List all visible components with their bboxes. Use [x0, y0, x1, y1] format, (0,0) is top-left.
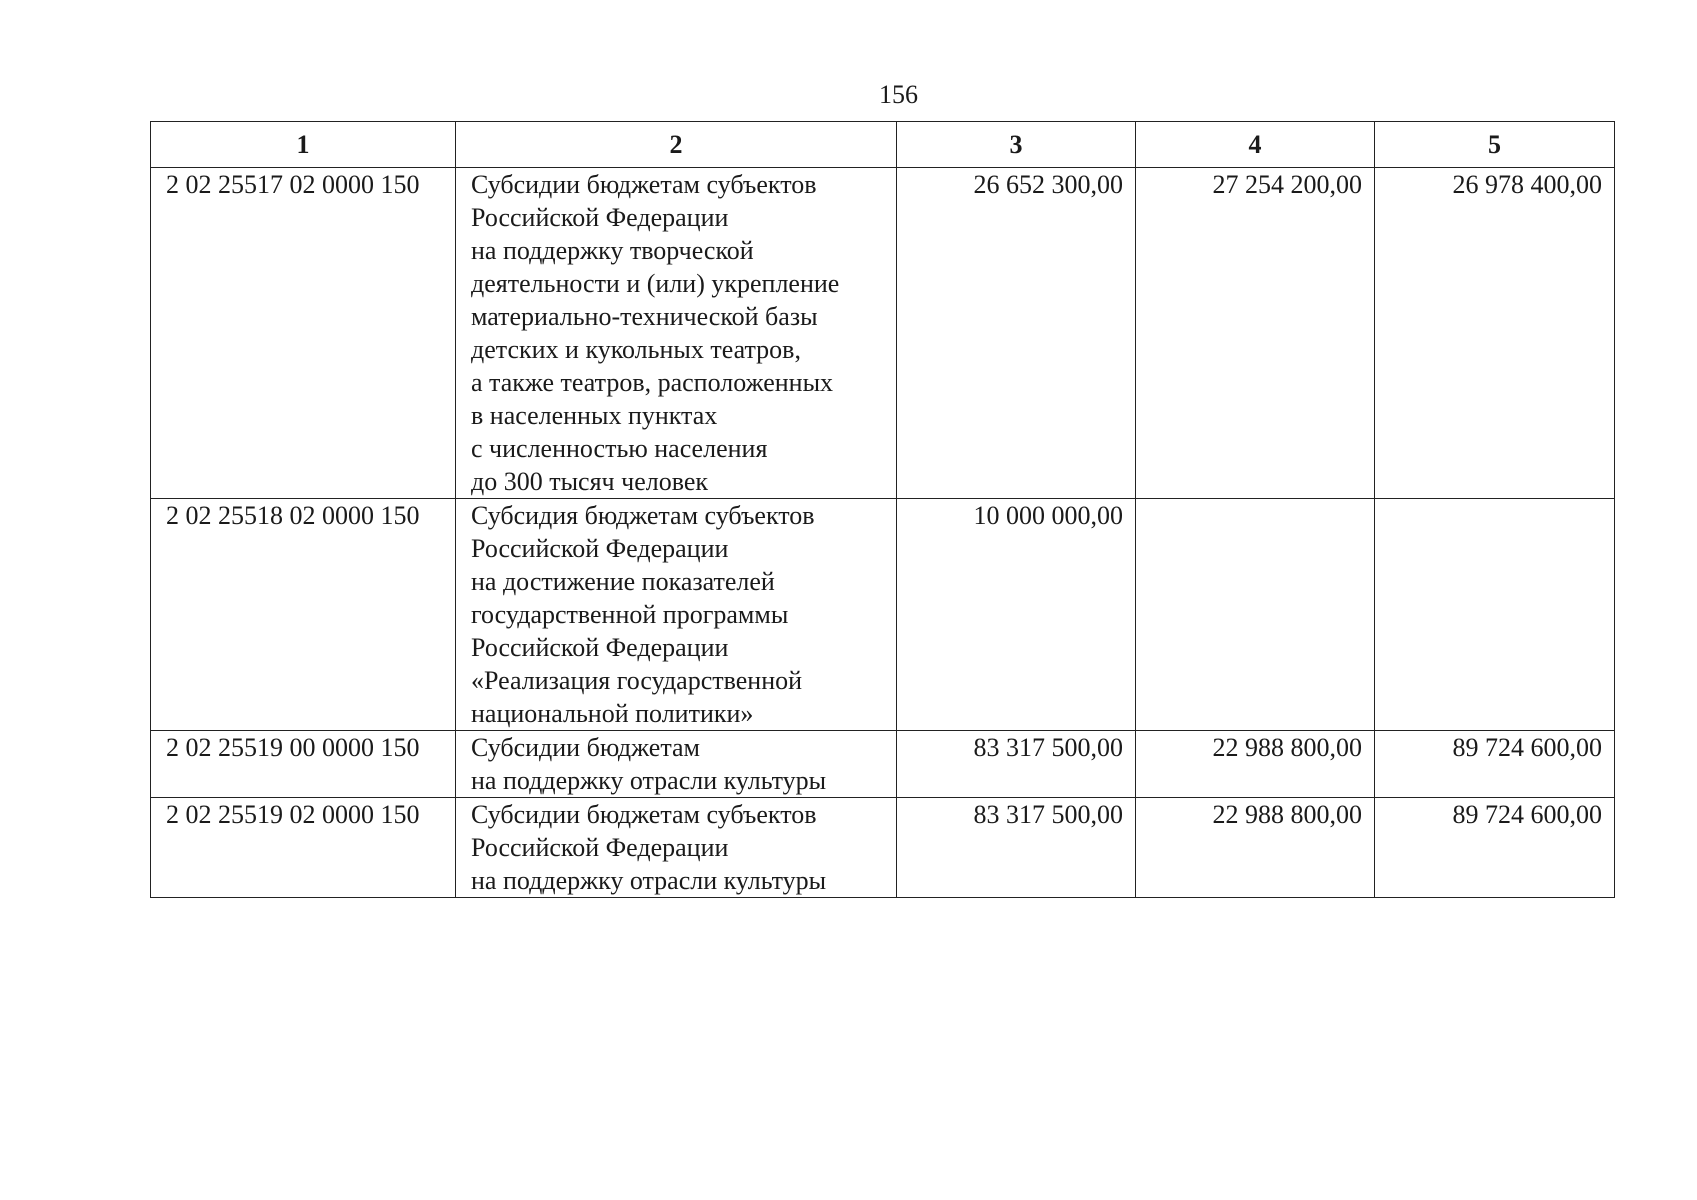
amount-col3-cell: 83 317 500,00	[897, 731, 1136, 798]
amount-col4-cell: 22 988 800,00	[1136, 798, 1375, 898]
amount-col5-cell: 89 724 600,00	[1375, 731, 1615, 798]
description-line: Субсидия бюджетам субъектов	[471, 501, 815, 530]
amount-col5-cell	[1375, 499, 1615, 731]
amount-col3-cell: 10 000 000,00	[897, 499, 1136, 731]
description-line: материально-технической базы	[471, 302, 818, 331]
code-cell: 2 02 25519 02 0000 150	[151, 798, 456, 898]
description-line: Субсидии бюджетам субъектов	[471, 170, 817, 199]
column-header-4: 4	[1136, 122, 1375, 168]
amount-col3-cell: 83 317 500,00	[897, 798, 1136, 898]
description-line: с численностью населения	[471, 434, 768, 463]
table-row	[151, 731, 1615, 798]
table-row	[151, 168, 1615, 499]
column-header-2: 2	[456, 122, 897, 168]
page-number: 156	[879, 80, 918, 109]
budget-table	[150, 121, 1615, 898]
description-line: Субсидии бюджетам субъектов	[471, 800, 817, 829]
description-line: Субсидии бюджетам	[471, 733, 700, 762]
code-cell: 2 02 25517 02 0000 150	[151, 168, 456, 499]
description-cell	[456, 168, 897, 499]
code-cell: 2 02 25519 00 0000 150	[151, 731, 456, 798]
code-cell: 2 02 25518 02 0000 150	[151, 499, 456, 731]
column-header-3: 3	[897, 122, 1136, 168]
description-line: Российской Федерации	[471, 203, 729, 232]
table-row	[151, 499, 1615, 731]
amount-col5-cell: 26 978 400,00	[1375, 168, 1615, 499]
column-header-1: 1	[151, 122, 456, 168]
description-cell	[456, 731, 897, 798]
table-header-row	[151, 122, 1615, 168]
amount-col3-cell: 26 652 300,00	[897, 168, 1136, 499]
description-line: Российской Федерации	[471, 633, 729, 662]
description-line: до 300 тысяч человек	[471, 467, 709, 496]
description-line: деятельности и (или) укрепление	[471, 269, 840, 298]
description-line: Российской Федерации	[471, 534, 729, 563]
description-line: на поддержку отрасли культуры	[471, 866, 827, 895]
description-line: а также театров, расположенных	[471, 368, 834, 397]
amount-col4-cell: 27 254 200,00	[1136, 168, 1375, 499]
column-header-5: 5	[1375, 122, 1615, 168]
amount-col5-cell: 89 724 600,00	[1375, 798, 1615, 898]
description-line: национальной политики»	[471, 699, 754, 728]
description-line: на поддержку творческой	[471, 236, 754, 265]
description-line: детских и кукольных театров,	[471, 335, 801, 364]
description-line: Российской Федерации	[471, 833, 729, 862]
description-line: «Реализация государственной	[471, 666, 803, 695]
table-row	[151, 798, 1615, 898]
description-line: на достижение показателей	[471, 567, 775, 596]
description-line: на поддержку отрасли культуры	[471, 766, 827, 795]
description-cell	[456, 499, 897, 731]
description-line: в населенных пунктах	[471, 401, 718, 430]
amount-col4-cell	[1136, 499, 1375, 731]
amount-col4-cell: 22 988 800,00	[1136, 731, 1375, 798]
description-line: государственной программы	[471, 600, 789, 629]
description-cell	[456, 798, 897, 898]
